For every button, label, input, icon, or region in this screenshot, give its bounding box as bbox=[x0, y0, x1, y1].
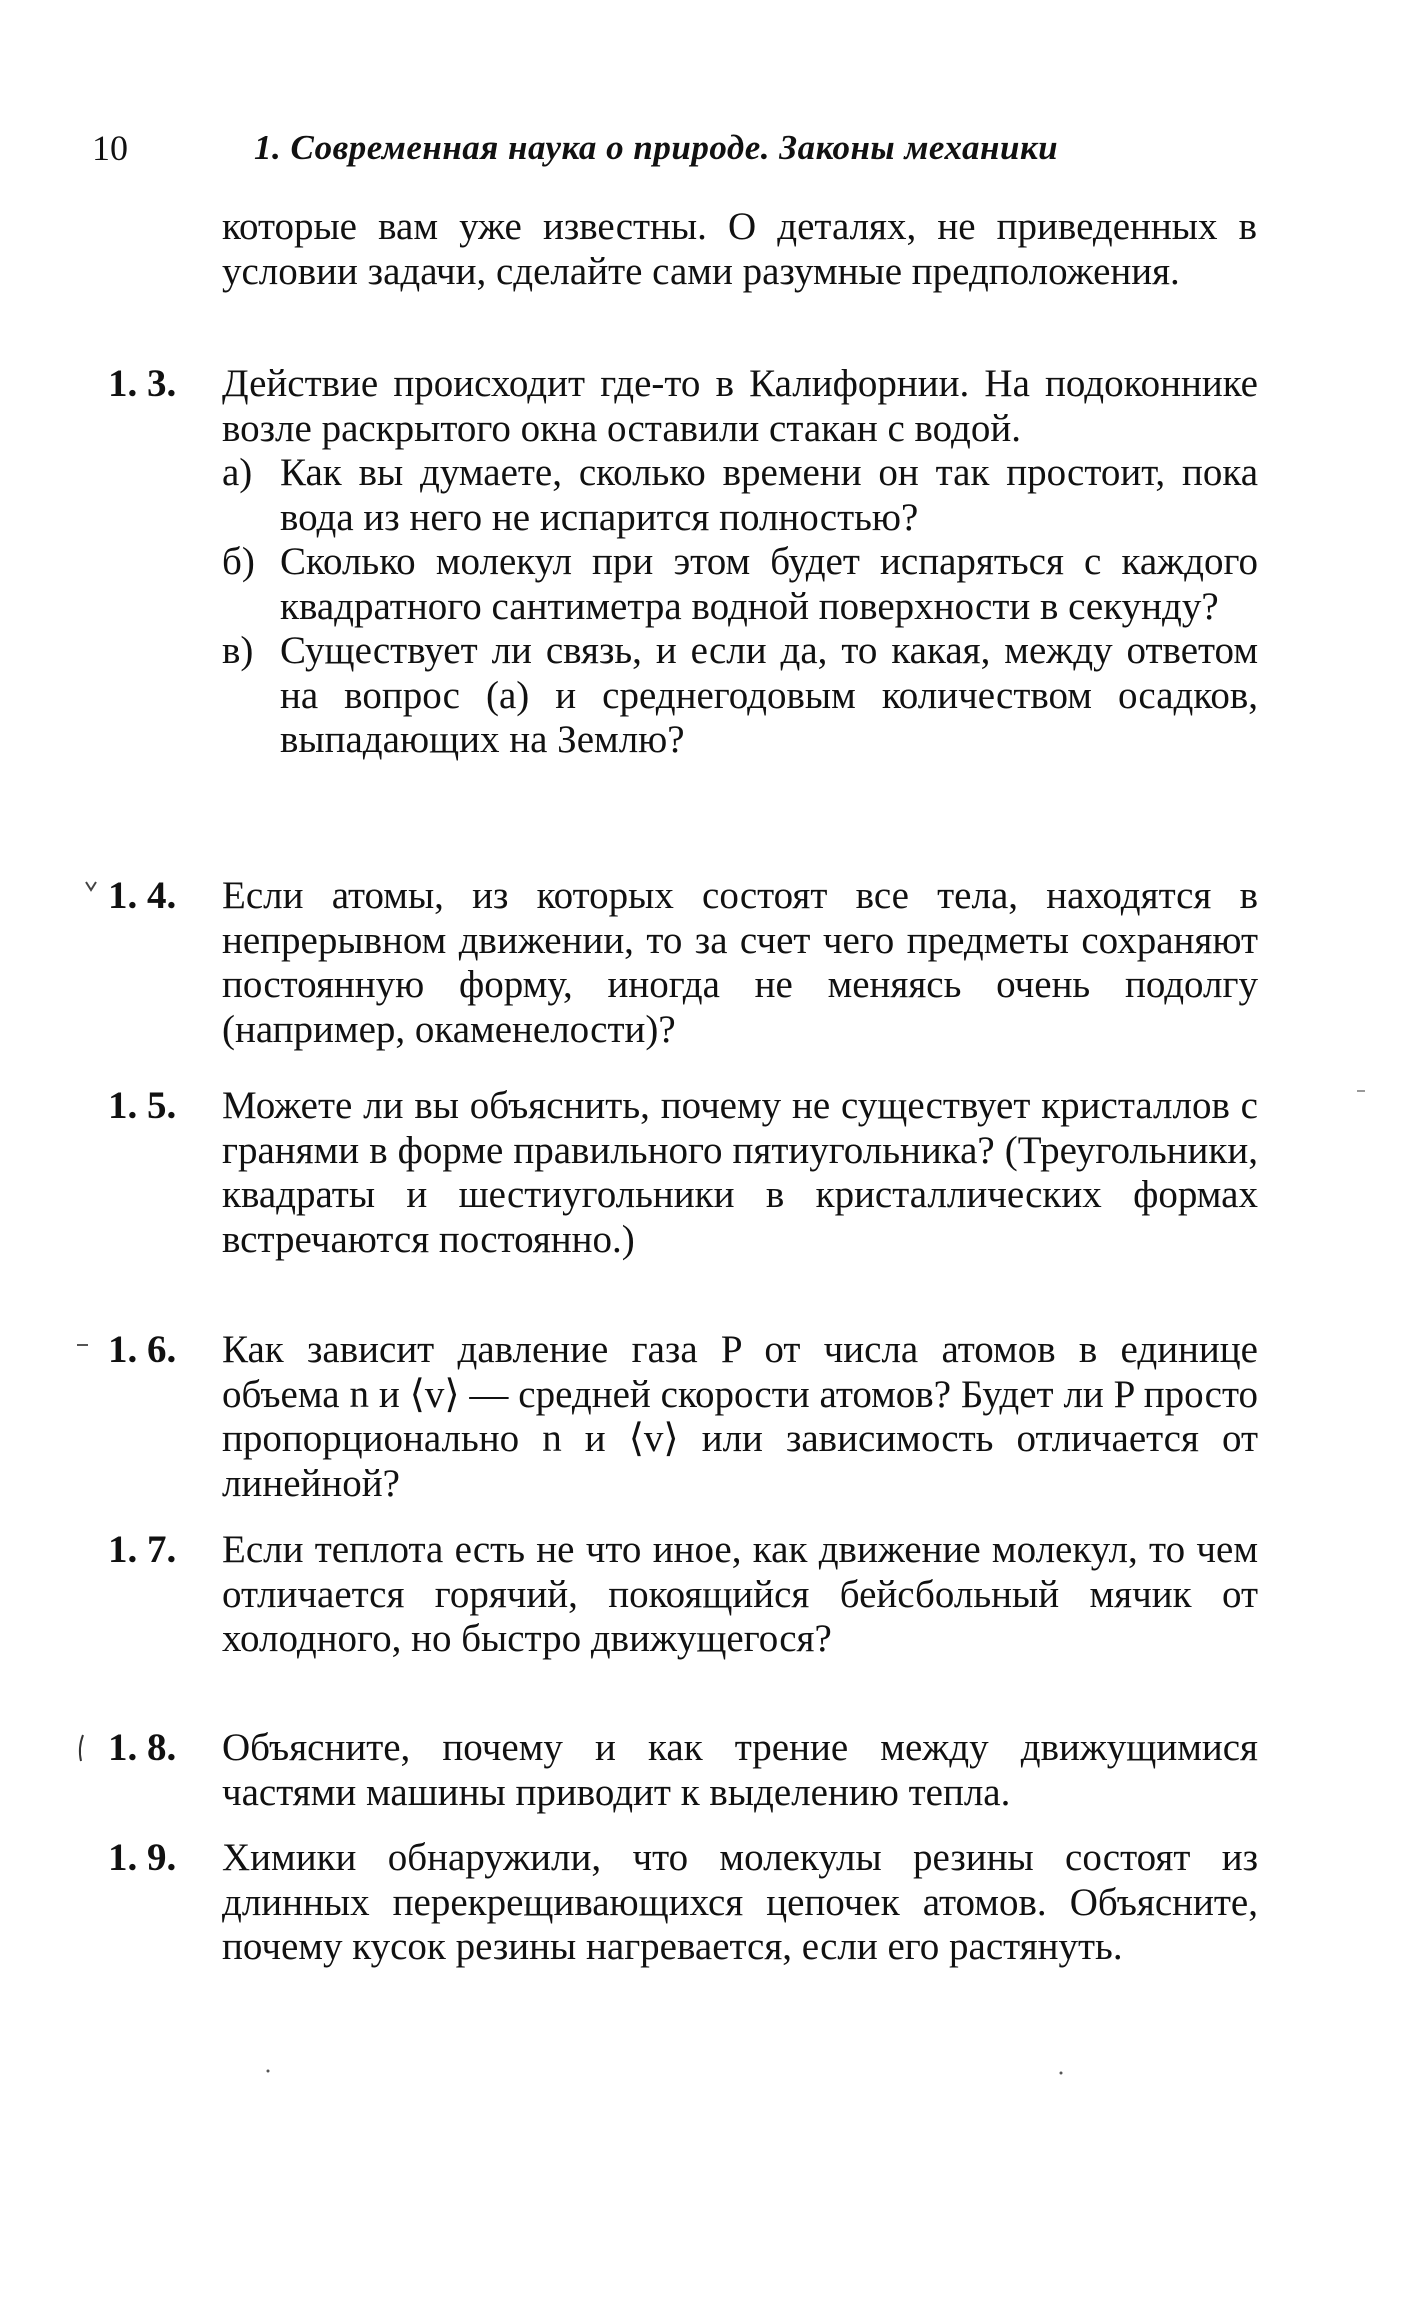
margin-speck bbox=[265, 2068, 271, 2074]
running-head: 1. Современная наука о природе. Законы механики bbox=[254, 128, 1059, 167]
problem-1-8 bbox=[108, 1726, 1258, 1815]
subitem-label: а) bbox=[222, 451, 253, 494]
problem-1-6 bbox=[108, 1328, 1258, 1506]
problem-number: 1. 3. bbox=[108, 362, 177, 405]
problem-text: Можете ли вы объяснить, почему не существует кристаллов с гранями в форме правильного пятиугольника? (Треугольники, квадраты и шестиугольники в кристаллических формах встречаются постоянно.) bbox=[222, 1084, 1258, 1261]
subitem-a bbox=[222, 451, 1258, 540]
subitem-text: Существует ли связь, и если да, то какая, между ответом на вопрос (а) и среднегодовым количеством осадков, выпадающих на Землю? bbox=[280, 629, 1258, 761]
margin-speck bbox=[84, 880, 98, 894]
problem-number: 1. 8. bbox=[108, 1726, 177, 1769]
problem-1-4 bbox=[108, 874, 1258, 1052]
subitem-label: б) bbox=[222, 540, 255, 583]
subitem-label: в) bbox=[222, 629, 254, 672]
problem-number: 1. 4. bbox=[108, 874, 177, 917]
problem-number: 1. 5. bbox=[108, 1084, 177, 1127]
problem-number: 1. 6. bbox=[108, 1328, 177, 1371]
margin-speck bbox=[1356, 1088, 1366, 1094]
problem-number: 1. 9. bbox=[108, 1836, 177, 1879]
subitem-b bbox=[222, 540, 1258, 629]
problem-number: 1. 7. bbox=[108, 1528, 177, 1571]
problem-1-9 bbox=[108, 1836, 1258, 1970]
margin-speck bbox=[76, 1340, 90, 1350]
problem-1-3 bbox=[108, 362, 1258, 763]
problem-1-5 bbox=[108, 1084, 1258, 1262]
problem-text: Как зависит давление газа P от числа атомов в единице объема n и ⟨v⟩ — средней скорости атомов? Будет ли P просто пропорционально n и ⟨v⟩ или зависимость отличается от линейной? bbox=[222, 1328, 1258, 1505]
margin-speck bbox=[76, 1734, 86, 1762]
problem-text: Если атомы, из которых состоят все тела, находятся в непрерывном движении, то за счет чего предметы сохраняют постоянную форму, иногда не меняясь очень подолгу (например, окаменелости)? bbox=[222, 874, 1258, 1051]
problem-text: Объясните, почему и как трение между движущимися частями машины приводит к выделению тепла. bbox=[222, 1726, 1258, 1814]
problem-text: Если теплота есть не что иное, как движение молекул, то чем отличается горячий, покоящийся бейсбольный мячик от холодного, но быстро движущегося? bbox=[222, 1528, 1258, 1660]
problem-text: Химики обнаружили, что молекулы резины состоят из длинных перекрещивающихся цепочек атомов. Объясните, почему кусок резины нагревается, если его растянуть. bbox=[222, 1836, 1258, 1968]
page-number: 10 bbox=[92, 128, 128, 168]
subitem-c bbox=[222, 629, 1258, 763]
subitem-text: Сколько молекул при этом будет испаряться с каждого квадратного сантиметра водной поверхности в секунду? bbox=[280, 540, 1258, 628]
subitem-text: Как вы думаете, сколько времени он так простоит, пока вода из него не испарится полностью? bbox=[280, 451, 1258, 539]
margin-speck bbox=[1058, 2070, 1064, 2076]
problem-text: Действие происходит где-то в Калифорнии. На подоконнике возле раскрытого окна оставили стакан с водой. bbox=[222, 362, 1258, 450]
intro-paragraph: которые вам уже известны. О деталях, не приведенных в условии задачи, сделайте сами разумные предположения. bbox=[222, 205, 1257, 293]
problem-1-7 bbox=[108, 1528, 1258, 1662]
page-header bbox=[92, 118, 1292, 178]
